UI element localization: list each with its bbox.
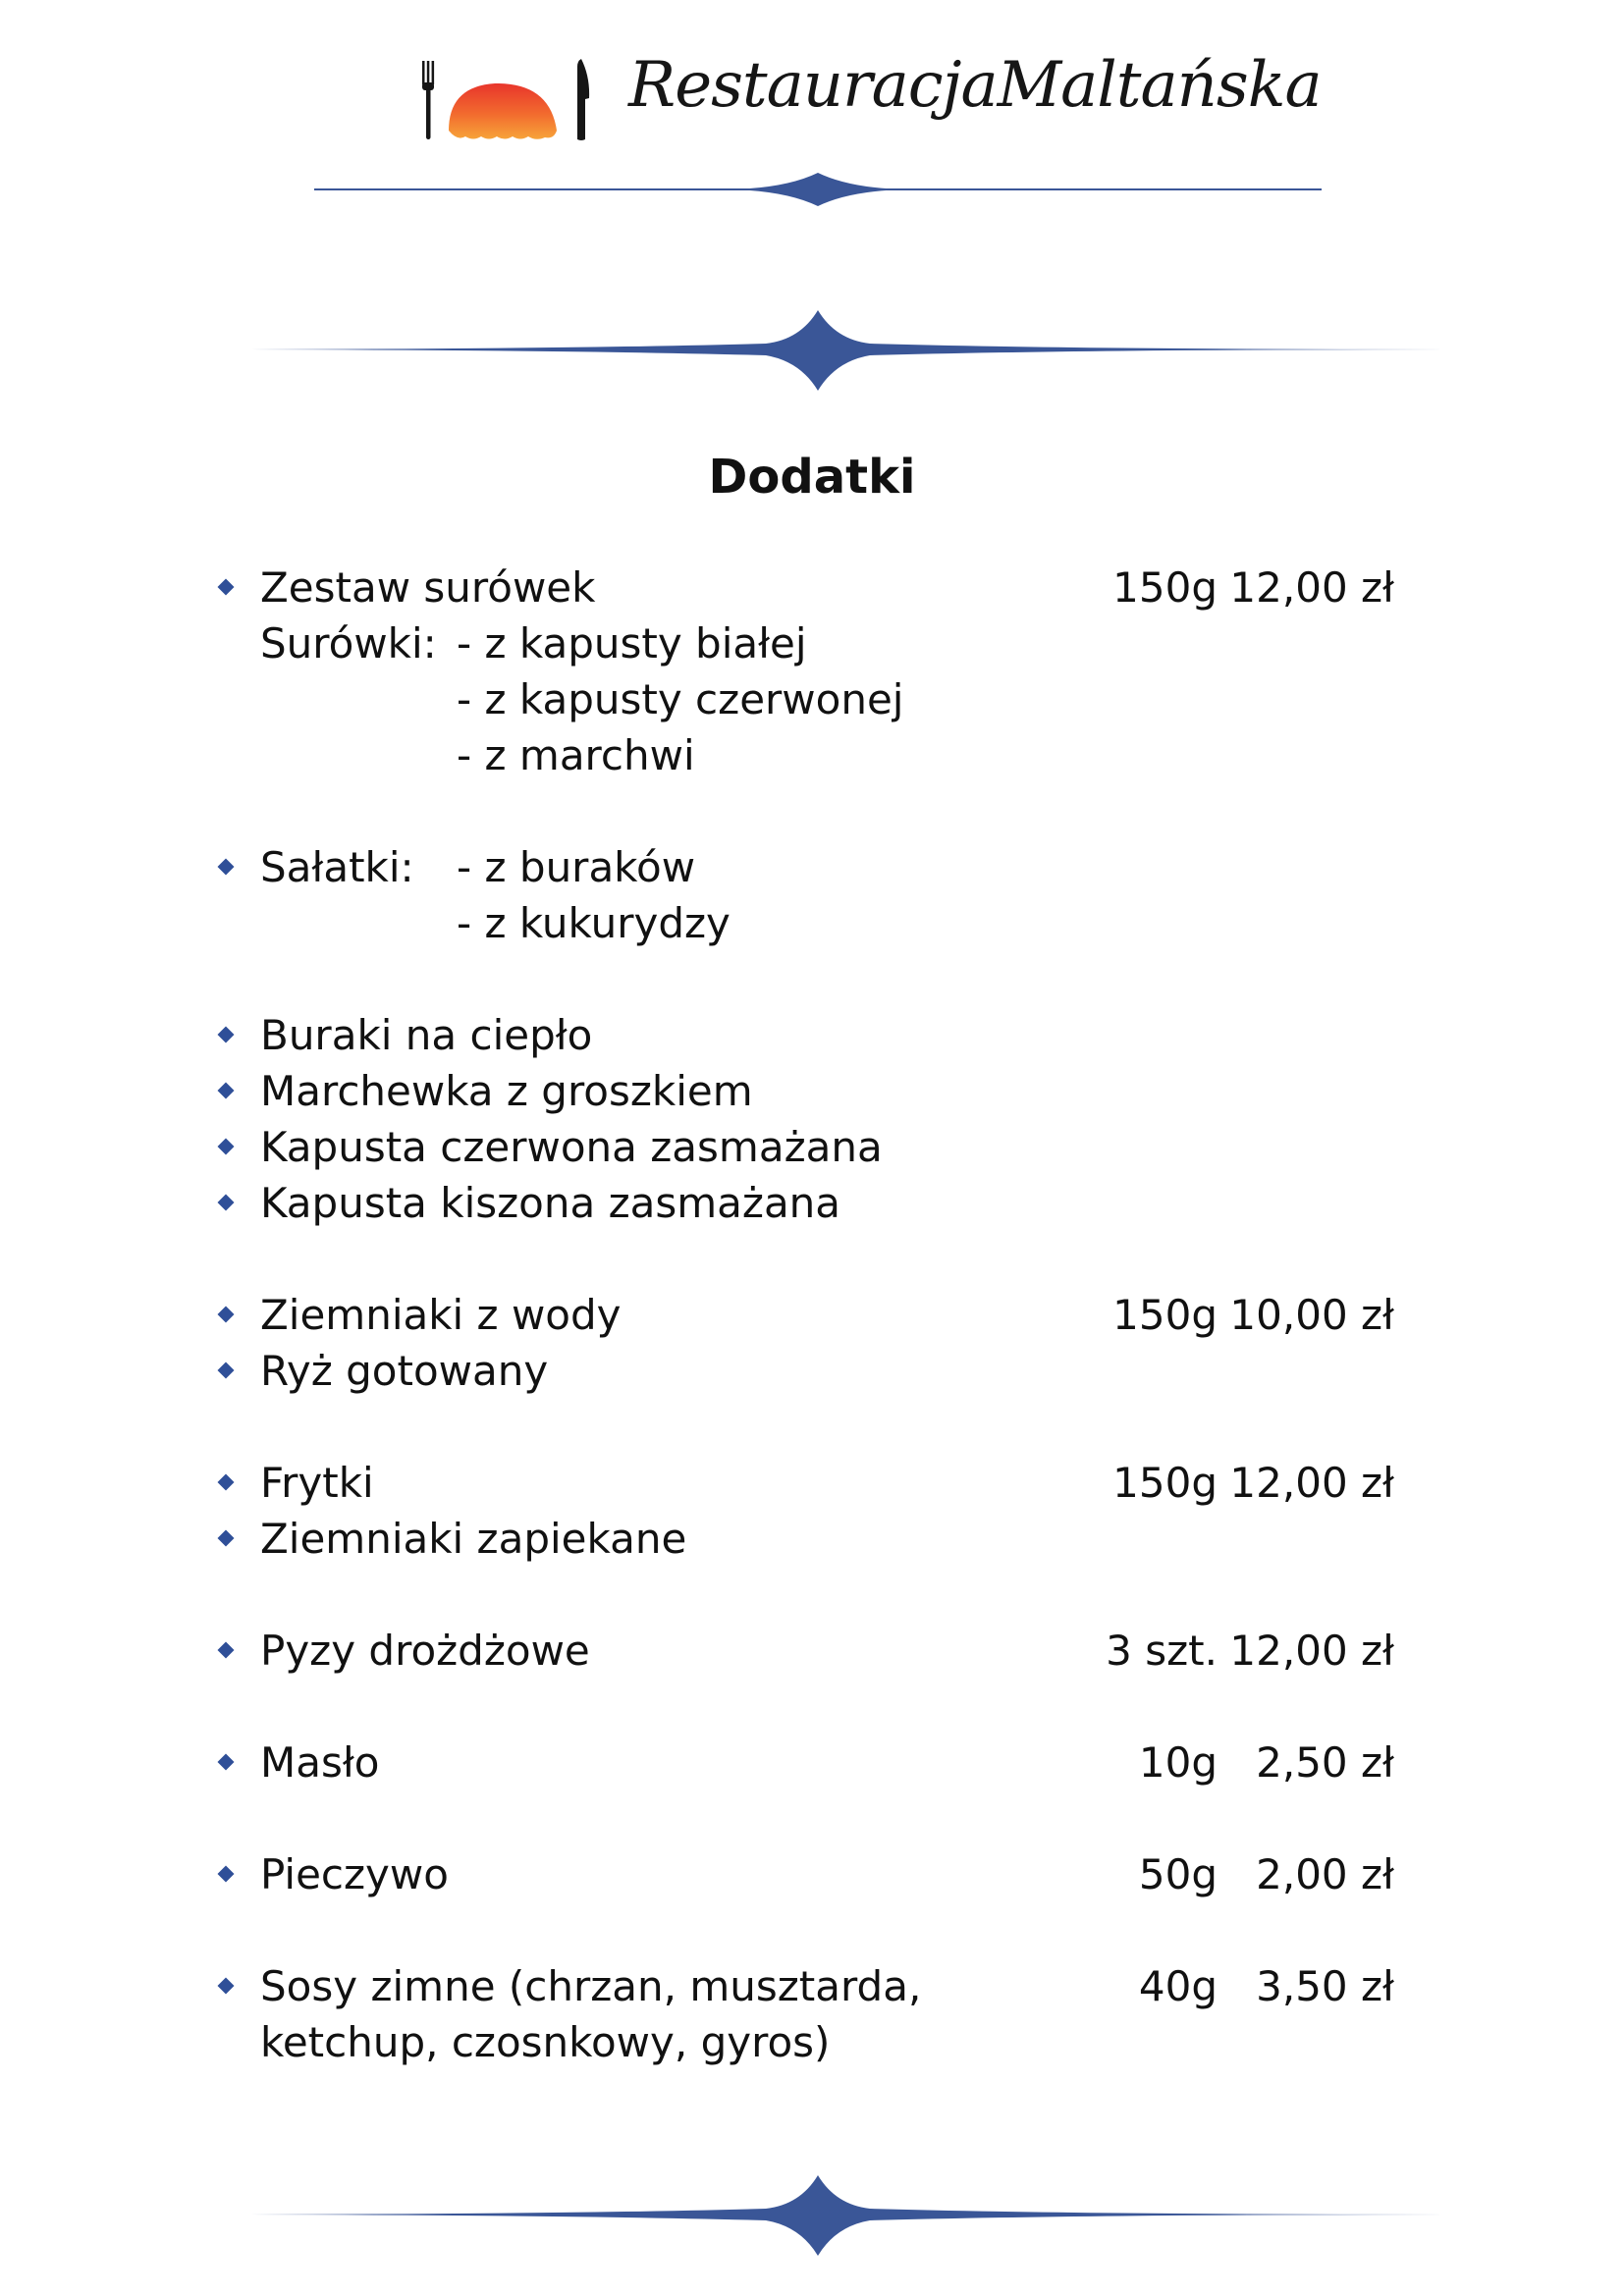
list-item	[0, 1063, 1624, 1119]
diamond-bullet-icon	[218, 579, 235, 596]
item-name: Pyzy drożdżowe	[260, 1627, 590, 1675]
item-name: Ziemniaki z wody	[260, 1291, 622, 1339]
list-item-detail	[0, 615, 1624, 671]
section-title: Dodatki	[708, 450, 916, 505]
item-name: Masło	[260, 1738, 380, 1787]
item-name: Pieczywo	[260, 1850, 449, 1898]
diamond-bullet-icon	[218, 1139, 235, 1155]
item-name: Frytki	[260, 1459, 374, 1507]
item-quantity: 3 szt.	[1106, 1627, 1218, 1675]
diamond-bullet-icon	[218, 1362, 235, 1379]
item-quantity: 150g	[1112, 563, 1218, 612]
list-item	[0, 1623, 1624, 1679]
list-item-detail	[0, 895, 1624, 951]
list-item-detail	[0, 727, 1624, 783]
item-price: 2,50 zł	[1256, 1738, 1394, 1787]
item-sub-label: Surówki:	[260, 619, 437, 667]
restaurant-name: RestauracjaMaltańska	[628, 49, 1322, 122]
diamond-bullet-icon	[218, 1754, 235, 1771]
diamond-bullet-icon	[218, 1307, 235, 1323]
list-item	[0, 1007, 1624, 1063]
list-item	[0, 1287, 1624, 1343]
list-item-detail	[0, 671, 1624, 727]
diamond-bullet-icon	[218, 1866, 235, 1883]
item-price: 3,50 zł	[1256, 1962, 1394, 2010]
item-sub-option: - z kapusty czerwonej	[457, 675, 904, 723]
ornament-divider-bottom	[0, 2169, 1624, 2258]
diamond-bullet-icon	[218, 1027, 235, 1043]
diamond-bullet-icon	[218, 1530, 235, 1547]
item-quantity: 150g	[1112, 1459, 1218, 1507]
header-divider	[0, 167, 1624, 206]
item-name: Marchewka z groszkiem	[260, 1067, 753, 1115]
item-name: Kapusta kiszona zasmażana	[260, 1179, 841, 1227]
item-quantity: 150g	[1112, 1291, 1218, 1339]
item-price: 12,00 zł	[1229, 1627, 1394, 1675]
list-item	[0, 560, 1624, 615]
ornament-divider-top	[0, 304, 1624, 393]
item-name: Kapusta czerwona zasmażana	[260, 1123, 883, 1171]
item-price: 12,00 zł	[1229, 1459, 1394, 1507]
item-sub-option: - z kapusty białej	[457, 619, 807, 667]
item-name: Buraki na ciepło	[260, 1011, 593, 1059]
item-price: 12,00 zł	[1229, 563, 1394, 612]
item-name: Sosy zimne (chrzan, musztarda,	[260, 1962, 922, 2010]
list-item	[0, 1175, 1624, 1231]
list-item	[0, 1455, 1624, 1511]
list-item	[0, 1511, 1624, 1567]
item-sub-option: - z kukurydzy	[457, 899, 731, 947]
item-price: 10,00 zł	[1229, 1291, 1394, 1339]
item-price: 2,00 zł	[1256, 1850, 1394, 1898]
item-quantity: 10g	[1138, 1738, 1218, 1787]
item-quantity: 40g	[1138, 1962, 1218, 2010]
restaurant-logo-icon	[412, 39, 599, 147]
list-item	[0, 1119, 1624, 1175]
list-item	[0, 1846, 1624, 1902]
item-sub-option: - z buraków	[457, 843, 696, 891]
diamond-bullet-icon	[218, 1642, 235, 1659]
item-name-continuation: ketchup, czosnkowy, gyros)	[260, 2018, 831, 2066]
item-name: Sałatki:	[260, 843, 414, 891]
diamond-bullet-icon	[218, 1083, 235, 1099]
list-item	[0, 839, 1624, 895]
diamond-bullet-icon	[218, 1978, 235, 1995]
list-item	[0, 1958, 1624, 2014]
item-sub-option: - z marchwi	[457, 731, 695, 779]
list-item-detail	[0, 2014, 1624, 2070]
diamond-bullet-icon	[218, 859, 235, 876]
list-item	[0, 1343, 1624, 1399]
list-item	[0, 1735, 1624, 1790]
item-name: Zestaw surówek	[260, 563, 596, 612]
diamond-bullet-icon	[218, 1474, 235, 1491]
diamond-bullet-icon	[218, 1195, 235, 1211]
item-quantity: 50g	[1138, 1850, 1218, 1898]
item-name: Ryż gotowany	[260, 1347, 549, 1395]
page-header	[0, 0, 1624, 216]
item-name: Ziemniaki zapiekane	[260, 1515, 687, 1563]
